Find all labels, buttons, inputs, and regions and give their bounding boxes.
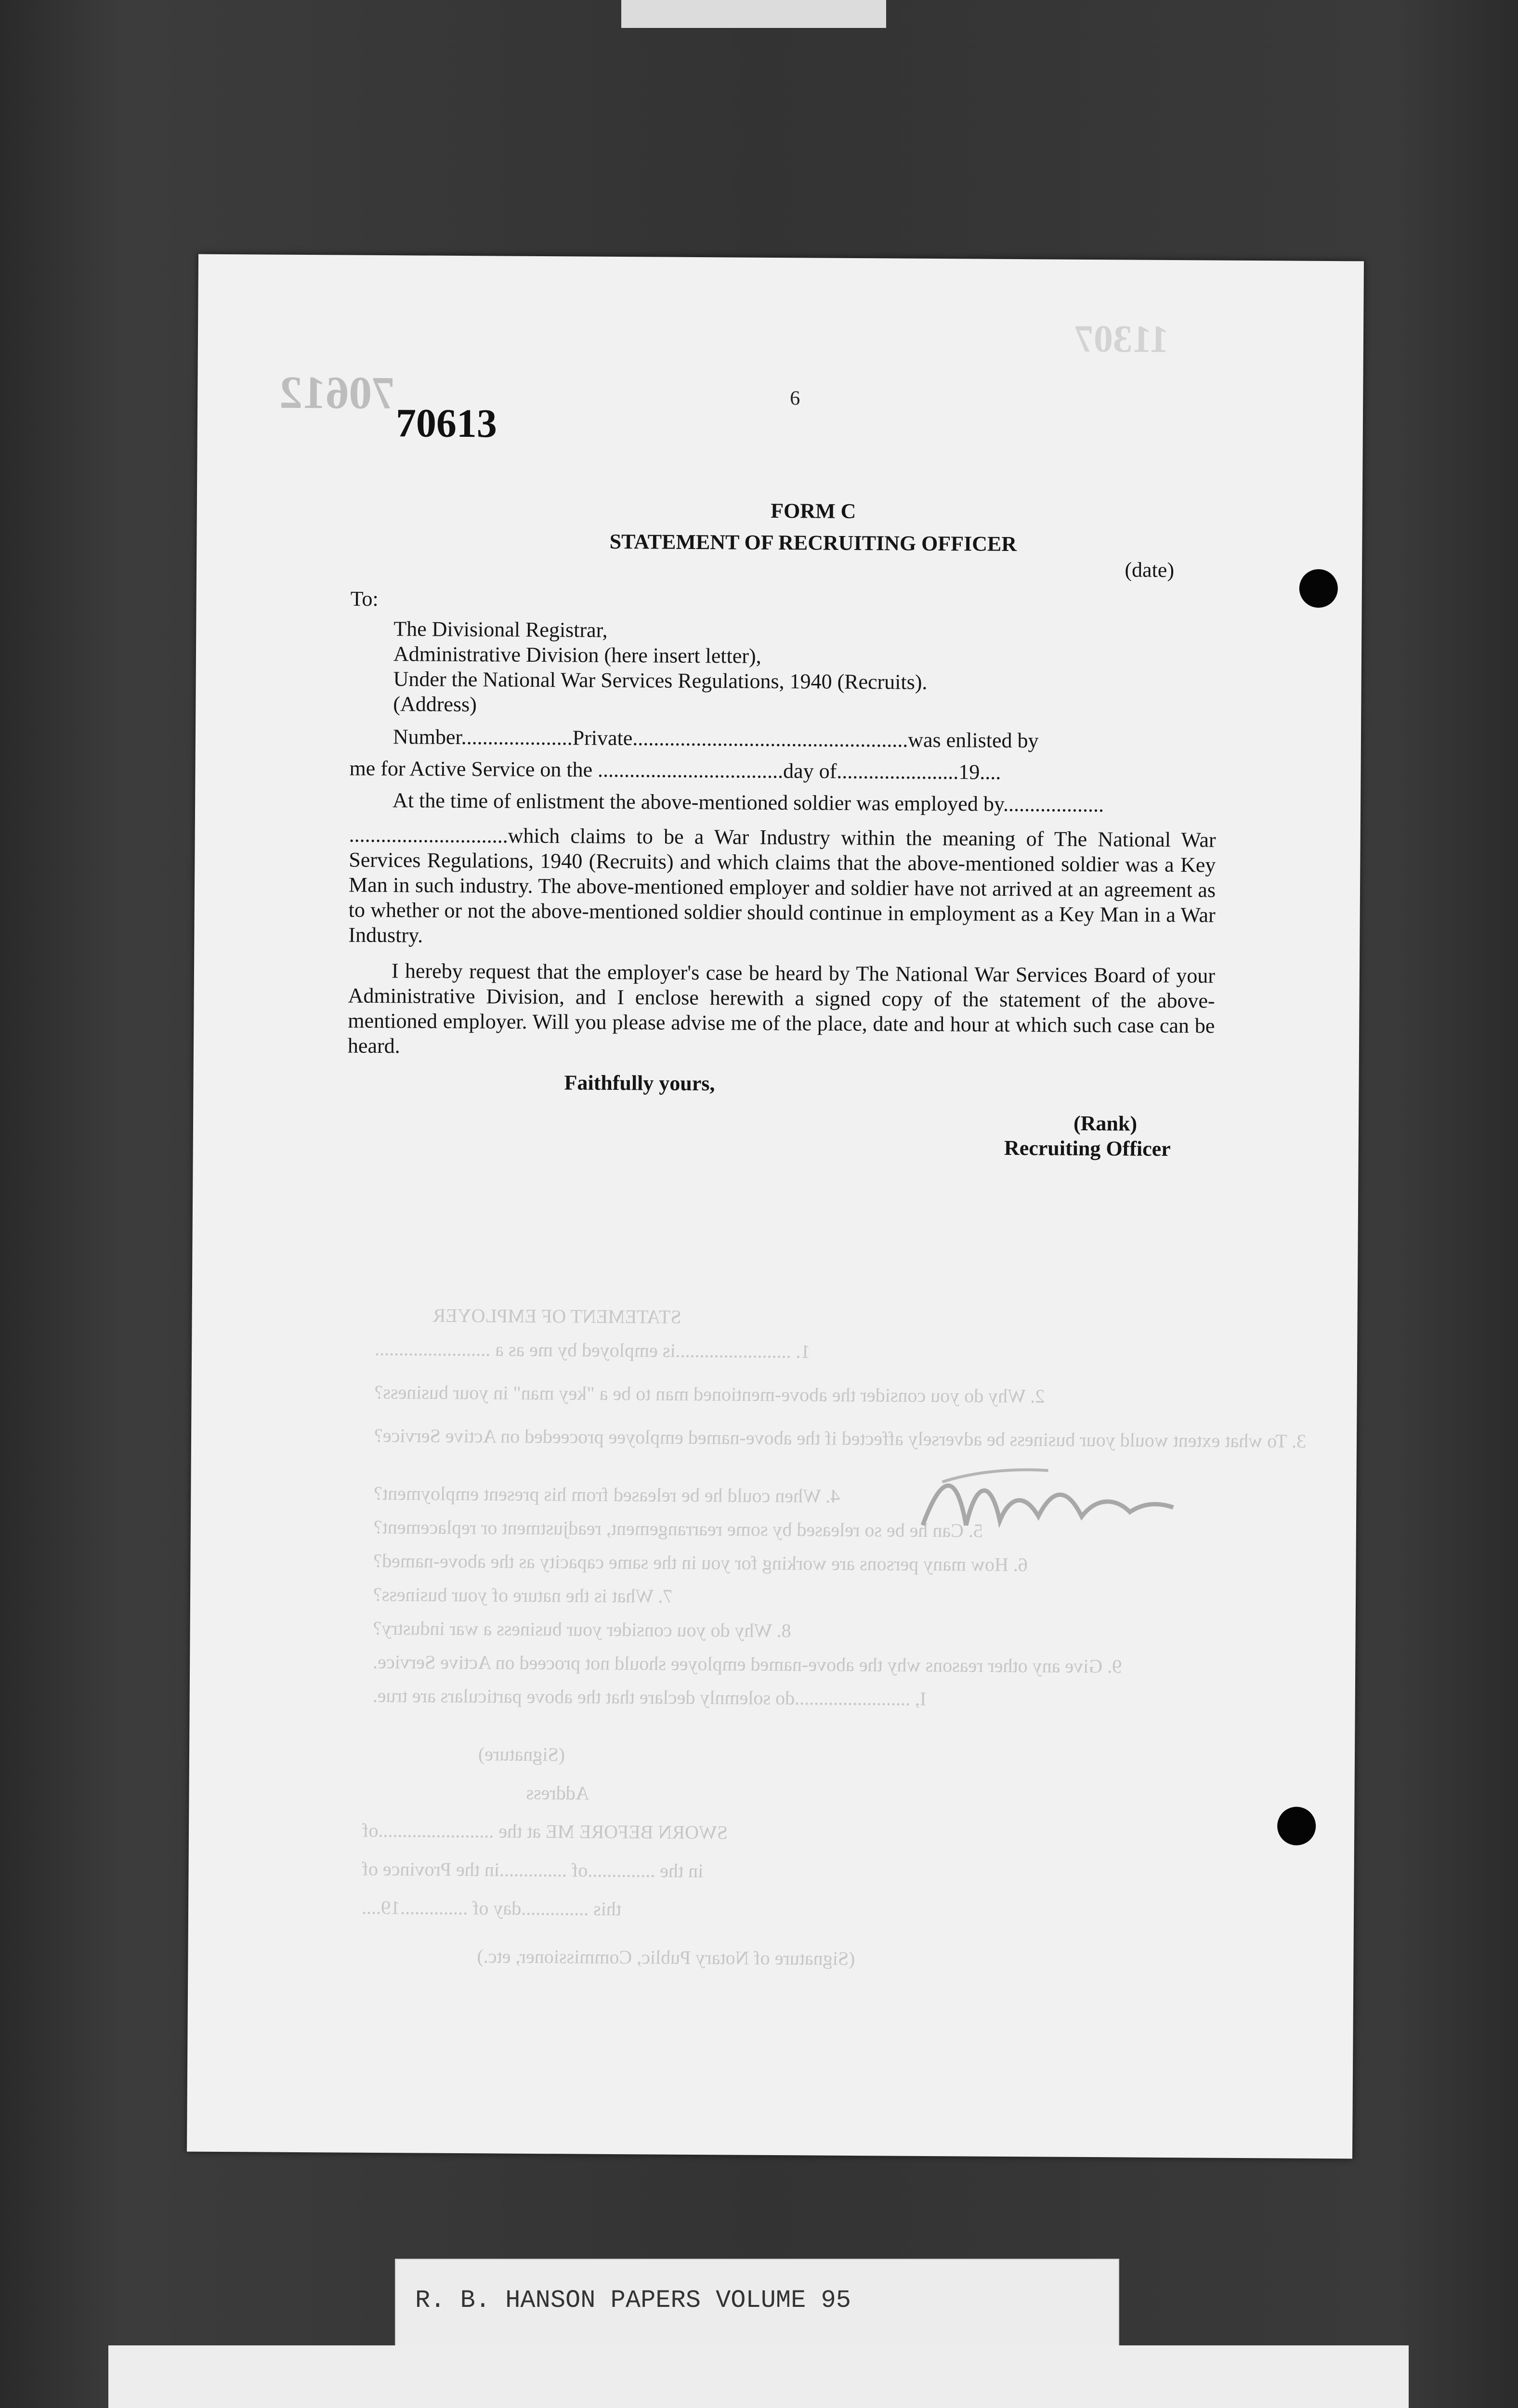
bleed-through-line: 6. How many persons are working for you in the same capacity as the above-named? bbox=[373, 1549, 1028, 1576]
war-industry-paragraph: ..............................which claims to be a War Industry within the meaning of The National War Services Regulations, 1940 (Recruits) and which claims that the above-mentioned soldier was a Key Man in such industry. The above-mentioned employer and soldier have not arrived at an agreement as to whether or not the above-mentioned soldier should continue in employment as a Key Man in a War Industry. bbox=[348, 823, 1216, 947]
document-page bbox=[187, 254, 1364, 2159]
recruiting-officer-label: Recruiting Officer bbox=[1004, 1136, 1171, 1161]
bleed-through-line: this ..............day of ..............19.... bbox=[361, 1896, 622, 1920]
stamped-document-number: 70613 bbox=[395, 401, 497, 446]
form-c-body bbox=[347, 496, 1218, 1162]
signature-scrawl bbox=[913, 1453, 1183, 1551]
bleed-through-line: 2. Why do you consider the above-mentioned man to be a "key man" in your business? bbox=[374, 1381, 1045, 1407]
archives-card bbox=[108, 2345, 1409, 2408]
mirror-top-number: 11307 bbox=[1074, 317, 1169, 361]
address-line: Administrative Division (here insert letter), bbox=[393, 642, 761, 668]
page-number: 6 bbox=[790, 387, 800, 410]
bleed-through-line: 7. What is the nature of your business? bbox=[373, 1583, 673, 1607]
bleed-through-line: I, ........................do solemnly declare that the above particulars are true. bbox=[372, 1684, 927, 1710]
bleed-through-line: 5. Can he be so released by some rearrangement, readjustment or replacement? bbox=[373, 1516, 983, 1542]
request-paragraph: I hereby request that the employer's case be heard by The National War Services Board of your Administrative Division, and I enclose herewith a signed copy of the statement of the above-mentioned employer. Will you please advise me of the place, date and hour at which such case can be heard. bbox=[347, 959, 1216, 1058]
film-tab bbox=[621, 0, 886, 28]
bleed-through-line: SWORN BEFORE ME at the ........................of bbox=[362, 1819, 728, 1844]
bleed-through-line: 3. To what extent would your business be adversely affected if the above-named employee proceeded on Active Service? bbox=[374, 1424, 1307, 1452]
mirror-number: 70612 bbox=[279, 366, 395, 419]
address-line: (Address) bbox=[393, 692, 477, 717]
employed-by-line: At the time of enlistment the above-mentioned soldier was employed by................... bbox=[392, 788, 1104, 817]
address-line: The Divisional Registrar, bbox=[393, 617, 608, 642]
collection-label-strip bbox=[395, 2259, 1119, 2350]
bleed-through-line: (Signature) bbox=[478, 1743, 565, 1766]
bleed-through-line: 1. ........................is employed by me as a ........................ bbox=[375, 1337, 811, 1362]
collection-label: R. B. HANSON PAPERS VOLUME 95 bbox=[415, 2286, 851, 2315]
form-subtitle: STATEMENT OF RECRUITING OFFICER bbox=[609, 529, 1017, 556]
bleed-through-line: 9. Give any other reasons why the above-named employee should not proceed on Active Service. bbox=[373, 1650, 1122, 1677]
bleed-through-line: (Signature of Notary Public, Commissioner, etc.) bbox=[477, 1945, 855, 1970]
punch-hole bbox=[1277, 1806, 1316, 1845]
bleed-through-line: Address bbox=[526, 1781, 589, 1804]
punch-hole bbox=[1299, 569, 1338, 608]
number-private-line: Number.....................Private....................................................was enlisted by bbox=[393, 725, 1039, 753]
bleed-through-line: STATEMENT OF EMPLOYER bbox=[432, 1304, 681, 1328]
closing-salutation: Faithfully yours, bbox=[564, 1071, 715, 1096]
rank-label: (Rank) bbox=[1073, 1111, 1138, 1136]
bleed-through-line: 8. Why do you consider your business a war industry? bbox=[373, 1617, 791, 1642]
bleed-through-line: in the ..............of ..............in the Province of bbox=[362, 1858, 704, 1882]
active-service-line: me for Active Service on the ...................................day of.......................19.... bbox=[349, 756, 1001, 784]
form-title: FORM C bbox=[771, 498, 856, 523]
date-label: (date) bbox=[1125, 558, 1175, 582]
bleed-through-line: 4. When could he be released from his present employment? bbox=[374, 1482, 840, 1507]
to-label: To: bbox=[350, 587, 379, 611]
address-line: Under the National War Services Regulations, 1940 (Recruits). bbox=[393, 667, 928, 694]
